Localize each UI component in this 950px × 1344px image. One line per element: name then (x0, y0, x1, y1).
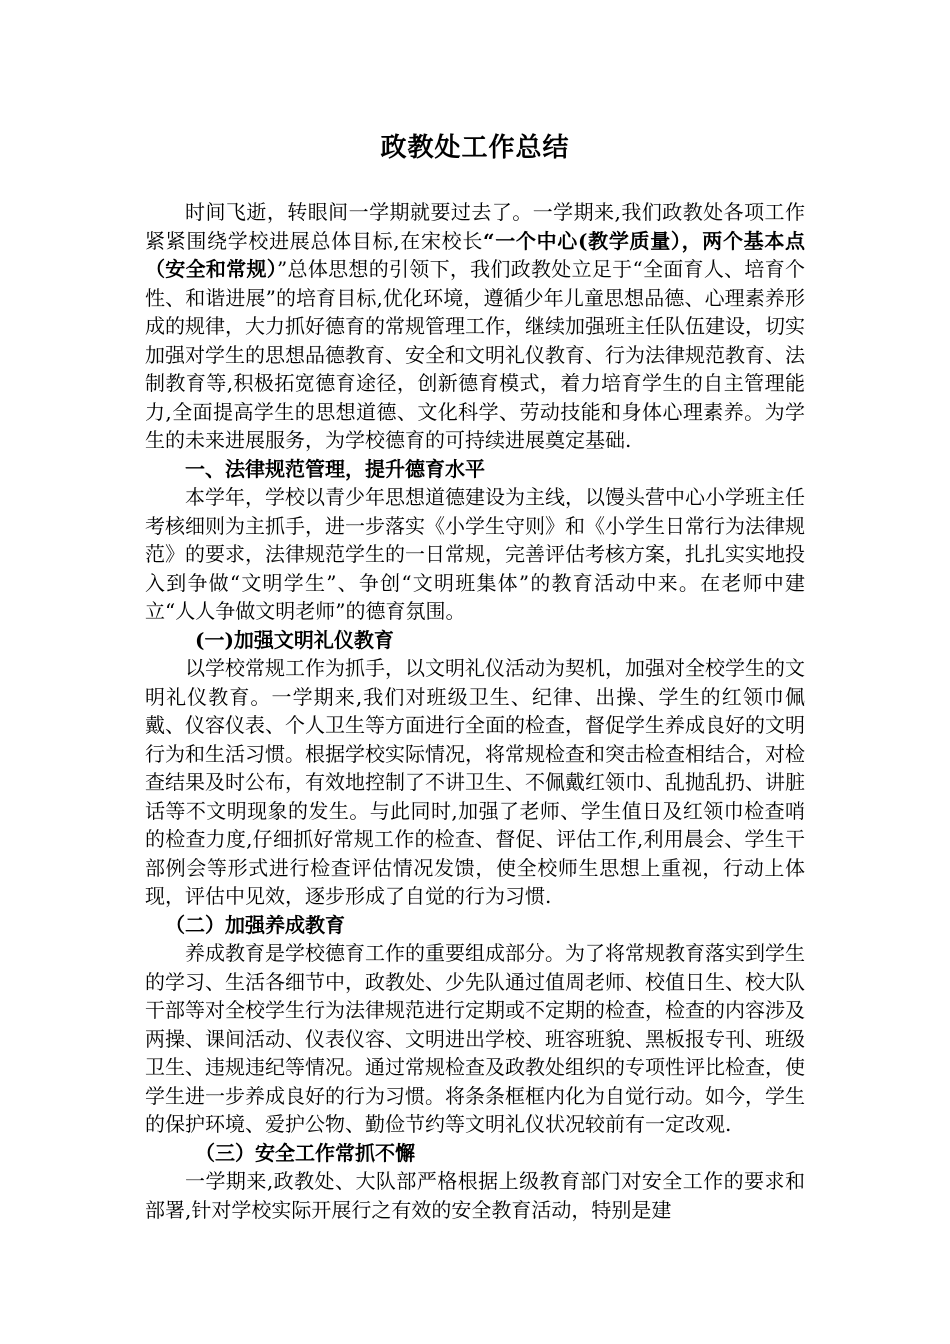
document-page (145, 128, 805, 1224)
sub3-paragraph: 一学期来,政教处、大队部严格根据上级教育部门对安全工作的要求和部署,针对学校实际开展行之有效的安全教育活动，特别是建 (145, 1169, 805, 1222)
section1-heading: 一、法律规范管理，提升德育水平 (185, 456, 485, 481)
sub1-heading: (一)加强文明礼仪教育 (195, 627, 394, 652)
section1-paragraph: 本学年，学校以青少年思想道德建设为主线，以馒头营中心小学班主任考核细则为主抓手，进一步落实《小学生守则》和《小学生日常行为法律规范》的要求，法律规范学生的一日常规，完善评估考核方案，扎扎实实地投入到争做“文明学生”、争创“文明班集体”的教育活动中来。在老师中建立“人人争做文明老师”的德育氛围。 (145, 485, 805, 623)
intro-bold-phrase: “一个中心(教学质量），两个基本点（安全和常规） (145, 228, 806, 281)
sub3-heading: （三）安全工作常抓不懈 (195, 1140, 415, 1165)
document-title: 政教处工作总结 (380, 133, 570, 163)
intro-paragraph (145, 198, 805, 455)
sub1-paragraph: 以学校常规工作为抓手，以文明礼仪活动为契机，加强对全校学生的文明礼仪教育。一学期来,我们对班级卫生、纪律、出操、学生的红领巾佩戴、仪容仪表、个人卫生等方面进行全面的检查，督促学生养成良好的文明行为和生活习惯。根据学校实际情况，将常规检查和突击检查相结合，对检查结果及时公布，有效地控制了不讲卫生、不佩戴红领巾、乱抛乱扔、讲脏话等不文明现象的发生。与此同时,加强了老师、学生值日及红领巾检查哨的检查力度,仔细抓好常规工作的检查、督促、评估工作,利用晨会、学生干部例会等形式进行检查评估情况发馈，使全校师生思想上重视，行动上体现，评估中见效，逐步形成了自觉的行为习惯. (145, 656, 805, 908)
sub2-paragraph: 养成教育是学校德育工作的重要组成部分。为了将常规教育落实到学生的学习、生活各细节中，政教处、少先队通过值周老师、校值日生、校大队干部等对全校学生行为法律规范进行定期或不定期的检查，检查的内容涉及两操、课间活动、仪表仪容、文明进出学校、班容班貌、黑板报专刊、班级卫生、违规违纪等情况。通过常规检查及政教处组织的专项性评比检查，使学生进一步养成良好的行为习惯。将条条框框内化为自觉行动。如今，学生的保护环境、爱护公物、勤俭节约等文明礼仪状况较前有一定改观. (145, 941, 805, 1136)
sub2-heading: （二）加强养成教育 (165, 912, 345, 937)
intro-text-part2: ”总体思想的引领下，我们政教处立足于“全面育人、培育个性、和谐进展”的培育目标,优化环境，遵循少年儿童思想品德、心理素养形成的规律，大力抓好德育的常规管理工作，继续加强班主任队伍建设，切实加强对学生的思想品德教育、安全和文明礼仪教育、行为法律规范教育、法制教育等,积极拓宽德育途径，创新德育模式，着力培育学生的自主管理能力,全面提高学生的思想道德、文化科学、劳动技能和身体心理素养。为学生的未来进展服务，为学校德育的可持续进展奠定基础. (145, 257, 806, 452)
intro-text-part1: 时间飞逝，转眼间一学期就要过去了。一学期来,我们政教处各项工作紧紧围绕学校进展总体目标,在宋校长 (145, 200, 805, 253)
